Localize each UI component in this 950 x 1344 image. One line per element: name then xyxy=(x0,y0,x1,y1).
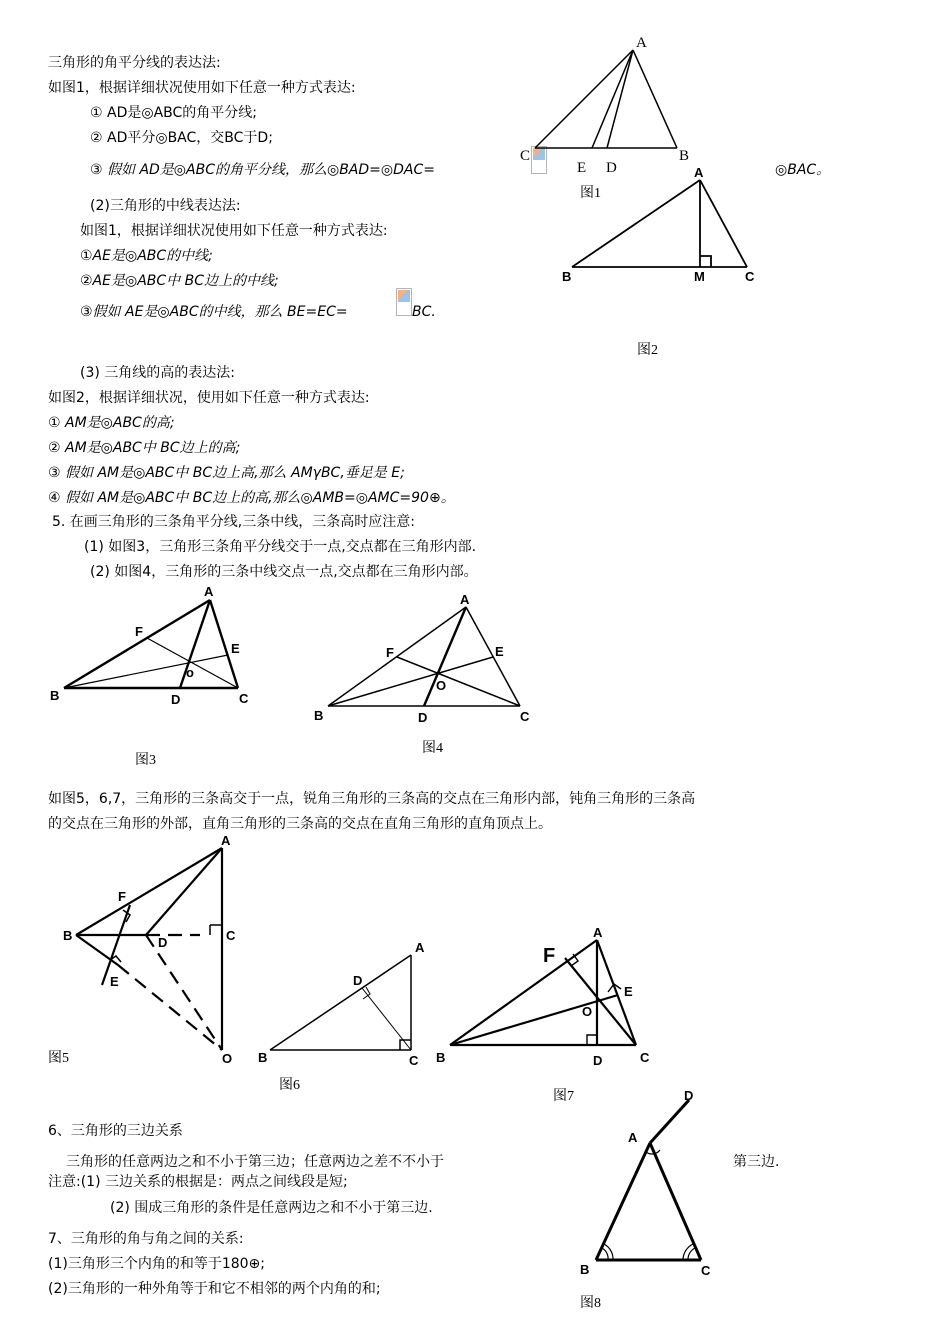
fig8-side-ac xyxy=(650,1143,701,1260)
fig5-label-d: D xyxy=(158,935,168,950)
fig4-label-a: A xyxy=(460,592,470,607)
fig6-label-b: B xyxy=(258,1050,268,1065)
fig1-side-ab xyxy=(633,50,677,148)
fig7-right-angle-d xyxy=(587,1035,597,1045)
fig5-extension-eo xyxy=(118,965,222,1050)
fig4-median-cf xyxy=(397,657,520,706)
fig5-side-ad xyxy=(146,848,222,935)
fig7-label-f: F xyxy=(543,945,556,967)
fig6-label-c: C xyxy=(409,1053,419,1068)
bisector-item-3: ③ 假如 AD是◎ABC的角平分线，那么◎BAD=◎DAC= xyxy=(90,162,435,178)
caption-fig6: 图6 xyxy=(279,1078,300,1093)
fig5-label-c: C xyxy=(226,928,236,943)
caption-fig3: 图3 xyxy=(135,753,156,768)
altitude-heading: (3) 三角线的高的表达法: xyxy=(80,365,235,381)
fig8-label-d: D xyxy=(684,1088,694,1103)
fig3-bisector-ad xyxy=(180,600,210,688)
fig5-label-o: O xyxy=(222,1051,233,1066)
fig1-label-e: E xyxy=(577,160,587,176)
fig4-label-f: F xyxy=(386,645,394,660)
fig7-label-e: E xyxy=(624,984,633,999)
fig5-label-f: F xyxy=(118,889,126,904)
section6-rule: 三角形的任意两边之和不小于第三边；任意两边之差不不小于 xyxy=(66,1154,444,1170)
fig8-angle-mark-b xyxy=(602,1248,608,1260)
caption-fig5: 图5 xyxy=(48,1051,69,1066)
fig5-label-b: B xyxy=(63,928,73,943)
bisector-item-3-suffix: ◎BAC。 xyxy=(775,162,831,178)
fig3-label-c: C xyxy=(239,691,249,706)
section6-note-1: 注意:(1) 三边关系的根据是：两点之间线段是短; xyxy=(48,1174,348,1190)
fig1-label-c: C xyxy=(520,148,531,164)
fig7-label-a: A xyxy=(593,925,603,940)
fig7-label-c: C xyxy=(640,1050,650,1065)
caption-fig2: 图2 xyxy=(637,343,658,358)
fig3-label-f: F xyxy=(135,624,143,639)
fig2-label-c: C xyxy=(745,269,755,284)
altitude-item-1: ① AM是◎ABC的高; xyxy=(48,415,175,431)
section7-item-2: (2)三角形的一种外角等于和它不相邻的两个内角的和; xyxy=(48,1281,381,1297)
fig3-label-e: E xyxy=(231,641,240,656)
fig2-side-ab xyxy=(572,180,700,267)
median-item-3: ③假如 AE是◎ABC的中线，那么 BE=EC= xyxy=(80,304,348,320)
fig1-label-a: A xyxy=(636,35,647,51)
bisector-intro: 如图1，根据详细状况使用如下任意一种方式表达: xyxy=(48,80,356,96)
fig3-label-b: B xyxy=(50,688,60,703)
fig1-label-d: D xyxy=(606,160,617,176)
fig7-label-o: O xyxy=(582,1004,593,1019)
fig4-label-d: D xyxy=(418,710,428,725)
fig1-median-ae xyxy=(592,50,633,148)
median-item-3-suffix: BC. xyxy=(412,304,436,320)
fig3-bisector-be xyxy=(64,655,228,688)
fig3-label-a: A xyxy=(204,584,214,599)
fig4-median-be xyxy=(328,657,493,706)
fig3-label-o: o xyxy=(186,665,194,680)
bisector-item-1: ① AD是◎ABC的角平分线; xyxy=(90,105,258,121)
fig5-side-ab xyxy=(76,848,222,935)
section5-item-1: (1) 如图3，三角形三条角平分线交于一点,交点都在三角形内部. xyxy=(84,539,477,555)
fig2-right-angle-mark xyxy=(700,256,711,267)
fig6-label-d: D xyxy=(353,973,363,988)
fig3-label-d: D xyxy=(171,692,181,707)
section7-item-1: (1)三角形三个内角的和等于180⊕; xyxy=(48,1256,265,1272)
fig5-label-e: E xyxy=(110,974,119,989)
fig7-right-angle-f xyxy=(571,954,578,966)
median-heading: (2)三角形的中线表达法: xyxy=(90,198,241,214)
fig2-label-m: M xyxy=(694,269,705,284)
caption-fig7: 图7 xyxy=(553,1089,574,1104)
fig4-label-e: E xyxy=(495,644,504,659)
fig5-label-a: A xyxy=(221,833,231,848)
fig8-label-c: C xyxy=(701,1263,711,1278)
fig8-side-ab xyxy=(596,1143,650,1260)
fig6-side-ab xyxy=(270,955,411,1050)
section6-note-2: (2) 围成三角形的条件是任意两边之和不小于第三边. xyxy=(110,1200,433,1216)
heights-paragraph-line-1: 如图5，6,7，三角形的三条高交于一点，锐角三角形的三条高的交点在三角形内部，钝角三角形的三条高 xyxy=(48,791,696,807)
section5-item-2: (2) 如图4，三角形的三条中线交点一点,交点都在三角形内部。 xyxy=(90,564,478,580)
fig2-side-ac xyxy=(700,180,747,267)
altitude-item-4: ④ 假如 AM是◎ABC中 BC边上的高,那么◎AMB=◎AMC=90⊕。 xyxy=(48,490,455,506)
caption-fig8: 图8 xyxy=(580,1296,601,1311)
fig4-label-o: O xyxy=(436,678,447,693)
section6-heading: 6、三角形的三边关系 xyxy=(48,1123,183,1139)
fig8-extension-ad xyxy=(650,1100,689,1143)
fig1-side-ac xyxy=(535,50,633,148)
median-intro: 如图1，根据详细状况使用如下任意一种方式表达: xyxy=(80,223,388,239)
caption-fig1: 图1 xyxy=(580,186,601,201)
fig7-altitude-cf xyxy=(565,958,636,1045)
bisector-item-2: ② AD平分◎BAC，交BC于D; xyxy=(90,130,273,146)
fig4-label-c: C xyxy=(520,709,530,724)
section6-rule-end: 第三边. xyxy=(733,1154,780,1170)
median-item-2: ②AE是◎ABC中 BC边上的中线; xyxy=(80,273,279,289)
fig7-label-b: B xyxy=(436,1050,446,1065)
fig4-side-ac xyxy=(466,607,520,706)
fig2-label-b: B xyxy=(562,269,572,284)
bisector-heading: 三角形的角平分线的表达法: xyxy=(48,55,221,71)
fig5-extension-do xyxy=(146,935,222,1050)
section5-heading: 5. 在画三角形的三条角平分线,三条中线，三条高时应注意: xyxy=(52,514,415,530)
altitude-intro: 如图2，根据详细状况，使用如下任意一种方式表达: xyxy=(48,390,370,406)
caption-fig4: 图4 xyxy=(422,741,443,756)
altitude-item-2: ② AM是◎ABC中 BC边上的高; xyxy=(48,440,241,456)
altitude-item-3: ③ 假如 AM是◎ABC中 BC边上高,那么 AMγBC,垂足是 E; xyxy=(48,465,405,481)
heights-paragraph-line-2: 的交点在三角形的外部，直角三角形的三条高的交点在直角三角形的直角顶点上。 xyxy=(48,816,552,832)
fig4-label-b: B xyxy=(314,708,324,723)
fig8-angle-mark-c xyxy=(688,1248,695,1260)
fig1-label-b: B xyxy=(679,148,690,164)
fig2-label-a: A xyxy=(694,165,704,180)
fig7-altitude-be xyxy=(450,995,618,1045)
fig6-label-a: A xyxy=(415,940,425,955)
fig7-label-d: D xyxy=(593,1053,603,1068)
fig8-label-a: A xyxy=(628,1130,638,1145)
median-item-1: ①AE是◎ABC的中线; xyxy=(80,248,213,264)
fig1-bisector-ad xyxy=(607,50,633,148)
section7-heading: 7、三角形的角与角之间的关系: xyxy=(48,1231,244,1247)
fig8-label-b: B xyxy=(580,1262,590,1277)
